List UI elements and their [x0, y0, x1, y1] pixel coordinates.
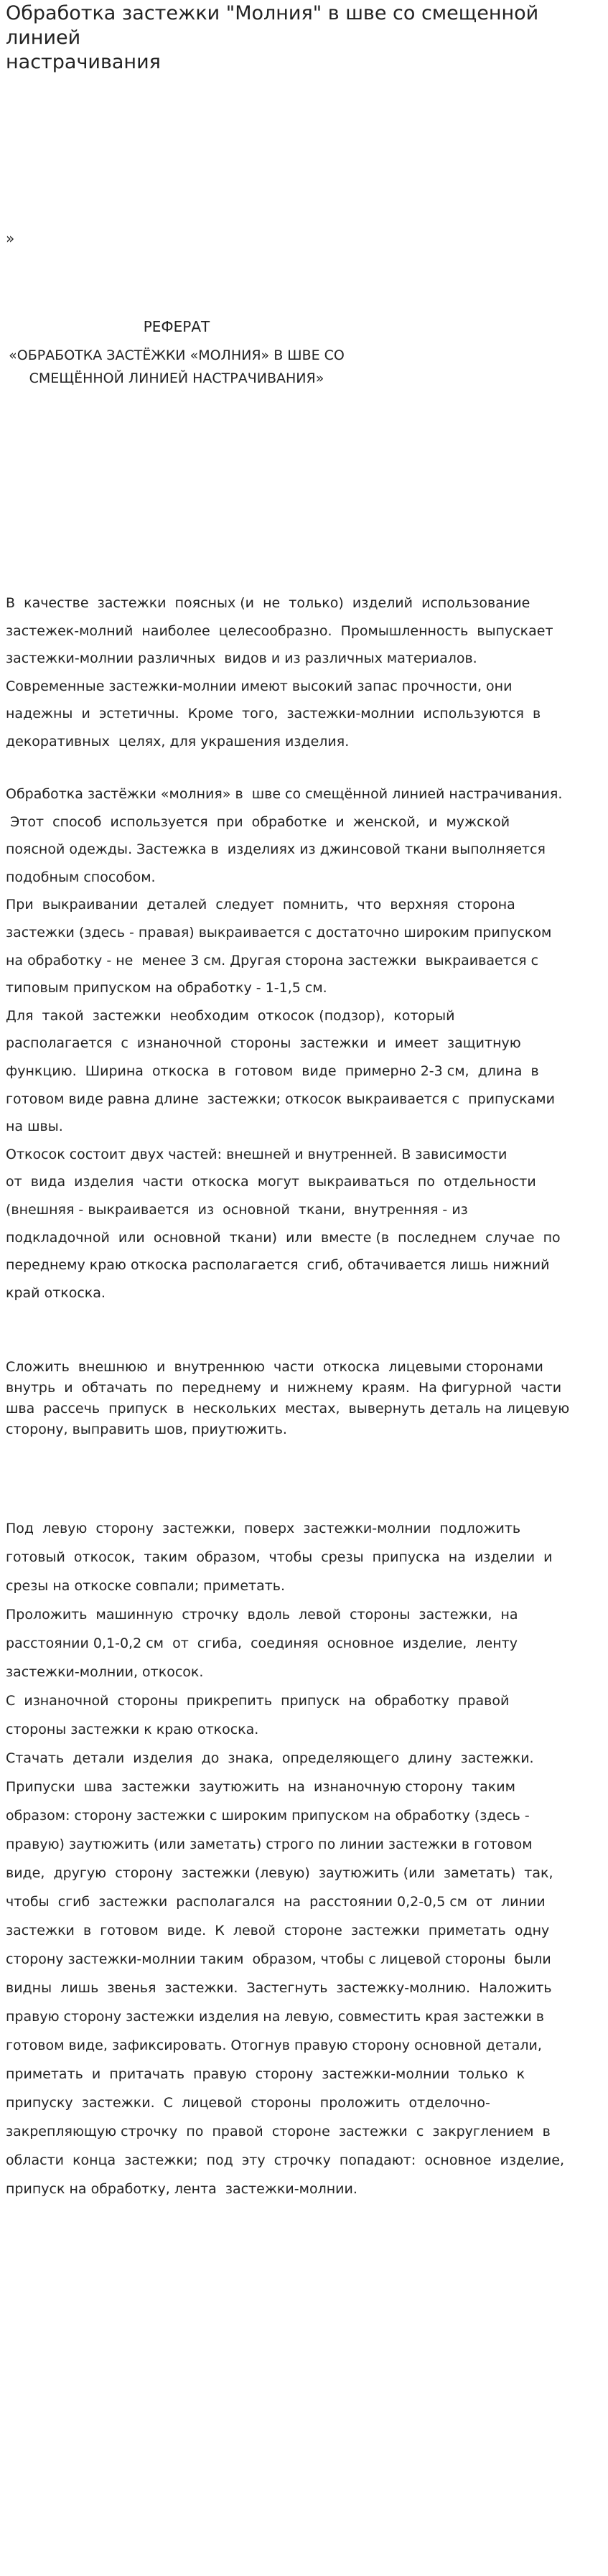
text-line: стороны застежки к краю откоска. [6, 1722, 259, 1737]
text-line: Сложить внешнюю и внутреннюю части откоска лицевыми сторонами [6, 1359, 543, 1375]
text-line: закрепляющую строчку по правой стороне застежки с закруглением в [6, 2124, 551, 2139]
text-line: застежки в готовом виде. К левой стороне застежки приметать одну [6, 1923, 550, 1938]
text-line: приметать и притачать правую сторону застежки-молнии только к [6, 2066, 525, 2082]
text-line: Обработка застёжки «молния» в шве со смещённой линией настрачивания. [6, 786, 563, 802]
page-title [6, 1, 594, 75]
text-line: образом: сторону застежки с широким припуском на обработку (здесь - [6, 1808, 530, 1824]
paragraph-assembly [6, 1514, 569, 2203]
text-line: застежек-молний наиболее целесообразно. Промышленность выпускает [6, 622, 553, 639]
text-line: Проложить машинную строчку вдоль левой стороны застежки, на [6, 1607, 518, 1623]
text-line: Припуски шва застежки заутюжить на изнаночную сторону таким [6, 1779, 515, 1795]
text-line: области конца застежки; под эту строчку попадают: основное изделие, [6, 2152, 564, 2168]
text-line: виде, другую сторону застежки (левую) заутюжить (или заметать) так, [6, 1865, 553, 1881]
text-line: располагается с изнаночной стороны застежки и имеет защитную [6, 1035, 521, 1052]
text-line: Этот способ используется при обработке и женской, и мужской [6, 813, 510, 830]
text-line: переднему краю откоска располагается сгиб, обтачивается лишь нижний [6, 1257, 550, 1274]
text-line: сторону, выправить шов, приутюжить. [6, 1422, 287, 1437]
text-line: подобным способом. [6, 869, 156, 885]
text-line: расстоянии 0,1-0,2 см от сгиба, соединяя основное изделие, ленту [6, 1635, 518, 1651]
text-line: край откоска. [6, 1284, 106, 1301]
page-title-line: настрачивания [6, 51, 161, 73]
text-line: на швы. [6, 1119, 63, 1135]
text-line: внутрь и обтачать по переднему и нижнему краям. На фигурной части [6, 1380, 562, 1396]
closing-guillemet: » [6, 230, 15, 247]
text-line: Под левую сторону застежки, поверх застежки-молнии подложить [6, 1521, 521, 1536]
text-line: срезы на откоске совпали; приметать. [6, 1578, 286, 1594]
text-line: чтобы сгиб застежки располагался на расстоянии 0,2-0,5 см от линии [6, 1894, 546, 1910]
text-line: готовом виде, зафиксировать. Отогнув правую сторону основной детали, [6, 2038, 542, 2053]
text-line: на обработку - не менее 3 см. Другая сторона застежки выкраивается с [6, 952, 539, 969]
text-line: правую сторону застежки изделия на левую, совместить края застежки в [6, 2009, 544, 2025]
text-line: При выкраивании деталей следует помнить, что верхняя сторона [6, 897, 515, 913]
paragraph-join [6, 1357, 569, 1440]
text-line: Стачать детали изделия до знака, определяющего длину застежки. [6, 1750, 534, 1766]
text-line: надежны и эстетичны. Кроме того, застежки-молнии используются в [6, 706, 541, 722]
text-line: шва рассечь припуск в нескольких местах, вывернуть деталь на лицевую [6, 1401, 570, 1417]
text-line: Откосок состоит двух частей: внешней и внутренней. В зависимости [6, 1146, 508, 1162]
text-line: готовый откосок, таким образом, чтобы срезы припуска на изделии и [6, 1549, 553, 1565]
abstract-title-line: «ОБРАБОТКА ЗАСТЁЖКИ «МОЛНИЯ» В ШВЕ СО [9, 347, 345, 363]
abstract-title-line: СМЕЩЁННОЙ ЛИНИЕЙ НАСТРАЧИВАНИЯ» [29, 370, 324, 386]
text-line: С изнаночной стороны прикрепить припуск на обработку правой [6, 1693, 510, 1709]
text-line: припуск на обработку, лента застежки-молнии. [6, 2181, 357, 2197]
text-line: готовом виде равна длине застежки; откосок выкраивается с припусками [6, 1091, 555, 1107]
text-line: Для такой застежки необходим откосок (подзор), который [6, 1007, 455, 1024]
text-line: от вида изделия части откоска могут выкраиваться по отдельности [6, 1174, 536, 1190]
text-line: застежки-молнии, откосок. [6, 1664, 204, 1680]
text-line: поясной одежды. Застежка в изделиях из джинсовой ткани выполняется [6, 841, 546, 858]
paragraph-method [6, 780, 569, 1307]
paragraph-intro [6, 589, 569, 756]
text-line: (внешняя - выкраивается из основной ткани, внутренняя - из [6, 1201, 468, 1218]
abstract-title [0, 344, 353, 390]
abstract-label: РЕФЕРАТ [143, 318, 210, 335]
text-line: сторону застежки-молнии таким образом, чтобы с лицевой стороны были [6, 1951, 551, 1967]
text-line: застежки (здесь - правая) выкраивается с достаточно широким припуском [6, 924, 552, 941]
text-line: подкладочной или основной ткани) или вместе (в последнем случае по [6, 1229, 561, 1246]
text-line: типовым припуском на обработку - 1-1,5 см. [6, 980, 327, 997]
text-line: видны лишь звенья застежки. Застегнуть застежку-молнию. Наложить [6, 1980, 552, 1996]
text-line: Современные застежки-молнии имеют высокий запас прочности, они [6, 678, 513, 694]
text-line: функцию. Ширина откоска в готовом виде примерно 2-3 см, длина в [6, 1063, 539, 1079]
text-line: правую) заутюжить (или заметать) строго по линии застежки в готовом [6, 1837, 533, 1852]
text-line: застежки-молнии различных видов и из различных материалов. [6, 650, 477, 667]
page-title-line: Обработка застежки "Молния" в шве со смещенной линией [6, 2, 539, 49]
text-line: припуску застежки. С лицевой стороны проложить отделочно- [6, 2095, 490, 2111]
text-line: декоративных целях, для украшения изделия. [6, 733, 350, 750]
text-line: В качестве застежки поясных (и не только) изделий использование [6, 595, 530, 611]
